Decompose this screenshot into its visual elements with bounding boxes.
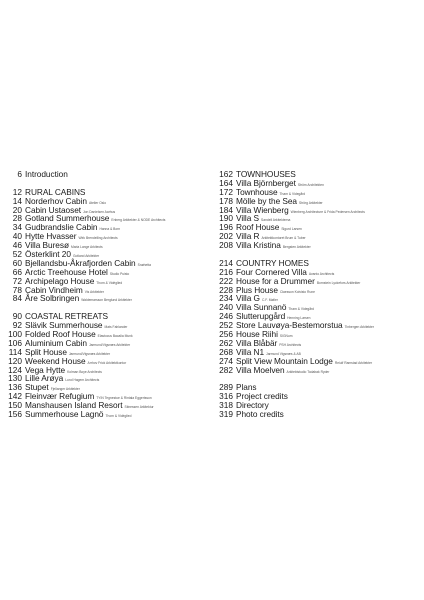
entry-title: Plus House: [236, 284, 278, 295]
page-number: 84: [12, 293, 22, 304]
entry-title: Villa Wienberg: [236, 204, 289, 215]
architect-credit: Tham & Videgård: [279, 191, 306, 196]
entry-title: Gudbrandslie Cabin: [25, 222, 98, 233]
page-number: 14: [12, 195, 22, 206]
entry-title: COASTAL RETREATS: [25, 311, 108, 322]
architect-credit: Wirk Brendelling Architects: [78, 236, 118, 241]
page-number: 6: [17, 169, 22, 179]
entry-title: Vega Hytte: [25, 364, 66, 375]
page-number: 268: [219, 346, 233, 357]
page-number: 106: [8, 337, 22, 348]
architect-credit: Jarmund/Vigsnæs Arkitekter: [68, 351, 111, 356]
entry-title: Gotland Summerhouse: [25, 213, 110, 224]
page-number: 184: [219, 204, 233, 215]
entry-title: Villa Moelven: [236, 364, 285, 375]
toc-left-column: [2, 170, 214, 419]
entry-title: Directory: [236, 400, 269, 411]
page-number: 262: [219, 337, 233, 348]
toc-entry: [2, 294, 214, 303]
entry-title: Mölle by the Sea: [236, 195, 298, 206]
page-number: 228: [219, 284, 233, 295]
architect-credit: Jarmund Vigsnæs & AB: [266, 351, 301, 356]
entry-title: Photo credits: [236, 409, 284, 420]
architect-credit: Sandell Arkitekterna: [261, 218, 291, 223]
architect-credit: Lund Hagem Architects: [65, 378, 100, 383]
architect-credit: Sigurd Larsen: [281, 227, 302, 232]
page-number: 100: [8, 329, 22, 340]
page-number: 208: [219, 240, 233, 251]
entry-title: COUNTRY HOMES: [236, 257, 309, 268]
architect-credit: Gotland Arkitekter: [72, 254, 100, 259]
architect-credit: Elastocus Bacalia Munk: [97, 334, 133, 339]
page-number: 156: [8, 409, 22, 420]
page-number: 216: [219, 266, 233, 277]
page-number: 274: [219, 355, 233, 366]
entry-title: House Riihi: [236, 329, 278, 340]
page-number: 150: [8, 400, 22, 411]
entry-title: Villa N1: [236, 346, 265, 357]
entry-title: Villa R: [236, 231, 260, 242]
entry-title: Villa Blåbär: [236, 337, 278, 348]
entry-title: Villa G: [236, 293, 260, 304]
page-number: 214: [219, 257, 233, 268]
architect-credit: Enberg Arkitekter & NODE Architects: [111, 218, 166, 223]
entry-title: Split House: [25, 346, 67, 357]
entry-title: Introduction: [25, 169, 68, 179]
page-number: 178: [219, 195, 233, 206]
page-number: 60: [12, 257, 22, 268]
page-number: 246: [219, 311, 233, 322]
entry-title: Villa Björnberget: [236, 177, 296, 188]
architect-credit: Wienberg Architecture & Frida Pedersen Architects: [290, 209, 365, 214]
page-number: 124: [8, 364, 22, 375]
architect-credit: SIGNum: [279, 334, 293, 339]
architect-credit: C.F. Møller: [261, 298, 278, 303]
toc-entry: [2, 410, 214, 419]
architect-credit: Avanto Architects: [308, 271, 335, 276]
architect-credit: Vis Arkitekter: [84, 289, 104, 294]
entry-title: Slutterupgård: [236, 311, 286, 322]
page-number: 142: [8, 391, 22, 402]
architect-credit: Fjellanger Arkitekter: [50, 387, 80, 392]
architect-credit: Bergsten Arkitekter: [282, 245, 311, 250]
architect-credit: Ström Architekten: [297, 182, 324, 187]
page-number: 222: [219, 275, 233, 286]
page-number: 252: [219, 320, 233, 331]
page-number: 282: [219, 364, 233, 375]
page-number: 130: [8, 373, 22, 384]
architect-credit: Waldemarsson Berglund Arkitekter: [81, 298, 132, 303]
entry-title: Bjellandsbu-Åkrafjorden Cabin: [25, 257, 136, 268]
architect-credit: Strörg Arkitekter: [299, 200, 323, 205]
page-number: 136: [8, 382, 22, 393]
entry-title: Cabin Vindheim: [25, 284, 83, 295]
architect-credit: Tham & Videgård: [288, 307, 315, 312]
page-number: 172: [219, 186, 233, 197]
entry-title: Townhouse: [236, 186, 278, 197]
entry-title: Åre Solbringen: [25, 293, 80, 304]
entry-title: Lille Arøya: [25, 373, 64, 384]
toc-entry: [213, 241, 423, 250]
page-number: 120: [8, 355, 22, 366]
entry-title: Slävik Summerhouse: [25, 320, 103, 331]
page-number: 78: [12, 284, 22, 295]
architect-credit: Thom & Vidéglied: [105, 414, 132, 419]
architect-credit: Reiulf Ramstad Arkitekter: [334, 360, 373, 365]
page-number: 34: [12, 222, 22, 233]
entry-title: Villa S: [236, 213, 260, 224]
page-number: 72: [12, 275, 22, 286]
page-number: 316: [219, 391, 233, 402]
architect-credit: Atelier Oslo: [88, 200, 107, 205]
entry-title: Österklint 20: [25, 249, 71, 260]
page-number: 319: [219, 409, 233, 420]
page-number: 114: [8, 346, 22, 357]
entry-title: Roof House: [236, 222, 280, 233]
architect-credit: Arkitektkontoret Brum & Tuber: [261, 236, 306, 241]
entry-title: Cabin Ustaoset: [25, 204, 82, 215]
architect-credit: Jon Danielsen Aarhus: [83, 209, 116, 214]
entry-title: Archipelago House: [25, 275, 95, 286]
entry-title: Villa Buresø: [25, 240, 69, 251]
entry-title: RURAL CABINS: [25, 186, 86, 197]
architect-credit: Maria Lange Arkitects: [70, 245, 103, 250]
entry-title: Stupet: [25, 382, 49, 393]
entry-title: House for a Drummer: [236, 275, 315, 286]
architect-credit: Arkitektstudio Todabak Ryder: [286, 369, 330, 374]
page-number: 196: [219, 222, 233, 233]
page-number: 164: [219, 177, 233, 188]
architect-credit: Jarmund/Vigsnæs Arkitekter: [88, 342, 131, 347]
page-number: 234: [219, 293, 233, 304]
entry-title: Villa Sunnanö: [236, 302, 287, 313]
entry-title: Fleinvær Refugium: [25, 391, 95, 402]
architect-credit: Mats Fahlander: [104, 325, 128, 330]
architect-credit: Bornstein Lyckefors Arkitekter: [316, 280, 361, 285]
entry-title: Four Cornered Villa: [236, 266, 307, 277]
entry-title: Store Lauvøya-Bestemorstua: [236, 320, 343, 331]
page-number: 92: [12, 320, 22, 331]
entry-title: Villa Kristina: [236, 240, 281, 251]
entry-title: Project credits: [236, 391, 288, 402]
toc-right-column: [213, 170, 423, 419]
entry-title: Folded Roof House: [25, 329, 96, 340]
architect-credit: Hanna & Born: [99, 227, 121, 232]
page-number: 318: [219, 400, 233, 411]
entry-title: TOWNHOUSES: [236, 169, 296, 179]
entry-title: Weekend House: [25, 355, 86, 366]
entry-title: Norderhov Cabin: [25, 195, 87, 206]
page-number: 12: [12, 186, 22, 197]
page-number: 162: [219, 169, 233, 179]
page-number: 202: [219, 231, 233, 242]
architect-credit: Arrhov Frick Arkitektkontor: [87, 360, 127, 365]
page-number: 40: [12, 231, 22, 242]
page-number: 66: [12, 266, 22, 277]
architect-credit: PSH Architects: [279, 342, 302, 347]
architect-credit: Henning Larsen: [287, 316, 311, 321]
page-number: 28: [12, 213, 22, 224]
toc-entry: [213, 410, 423, 419]
architect-credit: Snøhetta: [137, 262, 152, 267]
architect-credit: Studio Puisto: [109, 271, 130, 276]
page-number: 240: [219, 302, 233, 313]
entry-title: Manshausen Island Resort: [25, 400, 123, 411]
toc-entry: [213, 366, 423, 375]
toc-entry: [2, 170, 214, 179]
page-number: 46: [12, 240, 22, 251]
architect-credit: Kolman Boye Architects: [67, 369, 102, 374]
entry-title: Summerhouse Lagnö: [25, 409, 104, 420]
entry-title: Aluminium Cabin: [25, 337, 87, 348]
architect-credit: Thom & Vidéglied: [96, 280, 123, 285]
page-number: 90: [12, 311, 22, 322]
entry-title: Plans: [236, 382, 257, 393]
entry-title: Hytte Hvasser: [25, 231, 77, 242]
page-number: 289: [219, 382, 233, 393]
architect-credit: Claesson Koivisto Rune: [279, 289, 315, 294]
entry-title: Split View Mountain Lodge: [236, 355, 333, 366]
page-number: 52: [12, 249, 22, 260]
page-number: 256: [219, 329, 233, 340]
page-number: 20: [12, 204, 22, 215]
architect-credit: Stinessen Arkitektur: [124, 405, 154, 410]
architect-credit: TYIN Tegnestue & Rintala Eggertsson: [96, 396, 152, 401]
page-number: 190: [219, 213, 233, 224]
architect-credit: Tinbergen Arkitekter: [344, 325, 374, 330]
entry-title: Arctic Treehouse Hotel: [25, 266, 108, 277]
